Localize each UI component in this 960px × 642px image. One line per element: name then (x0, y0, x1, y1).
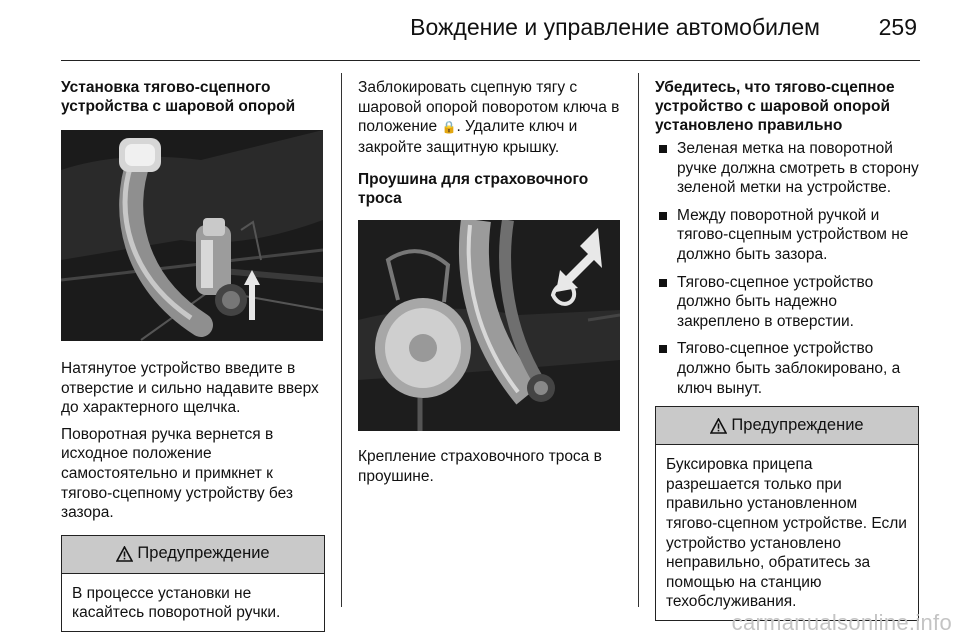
page-number: 259 (878, 14, 917, 40)
warning-text: В процессе установки не касайтесь поворотной ручки. (72, 584, 281, 622)
page-header-title: Вождение и управление автомобилем (410, 14, 820, 40)
list-item: Зеленая метка на поворотной ручке должна смотреть в сторону зеленой метки на устройстве. (655, 139, 923, 198)
list-item: Тягово-сцепное устройство должно быть надежно закреплено в отверстии. (655, 273, 923, 332)
column-divider (341, 73, 342, 607)
safety-cable-eye-illustration (358, 220, 620, 431)
paragraph: Поворотная ручка вернется в исходное положение самостоятельно и примкнет к тягово-сцепному устройству без зазора. (61, 425, 294, 522)
towbar-install-illustration (61, 130, 323, 341)
column-divider (638, 73, 639, 607)
header-rule (61, 60, 920, 61)
section-heading: Проушина для страховочного троса (358, 171, 589, 208)
warning-triangle-icon (710, 418, 727, 434)
warning-title: Предупреждение (731, 415, 864, 434)
paragraph-text: Заблокировать сцепную тягу с шаровой опорой поворотом ключа в положение (358, 79, 620, 136)
safety-cable-eye-figure (358, 220, 620, 431)
section-heading: Убедитесь, что тягово-сцепное устройство с шаровой опорой установлено правильно (655, 79, 895, 134)
paragraph: Крепление страховочного троса в проушине. (358, 448, 602, 485)
paragraph: Натянутое устройство введите в отверстие и сильно надавите вверх до характерного щелчка. (61, 360, 319, 417)
column-2 (358, 78, 622, 494)
paragraph (358, 78, 622, 157)
list-item: Тягово-сцепное устройство должно быть заблокировано, а ключ вынут. (655, 339, 923, 398)
list-item: Между поворотной ручкой и тягово-сцепным устройством не должно быть зазора. (655, 206, 923, 265)
paragraph-text: . Удалите ключ и закройте защитную крышку. (358, 118, 578, 156)
warning-box (655, 406, 919, 621)
section-heading: Установка тягово-сцепного устройства с шаровой опорой (61, 79, 296, 115)
warning-header (62, 536, 324, 574)
warning-triangle-icon (116, 546, 133, 562)
column-3 (655, 78, 923, 621)
warning-box (61, 535, 325, 632)
watermark: carmanualsonline.info (731, 610, 952, 635)
warning-text: Буксировка прицепа разрешается только при правильно установленном тягово-сцепном устройстве. Если устройство установлено неправильно, обратитесь за помощью на станцию техобслуживания. (666, 456, 907, 611)
lock-key-icon: 🔒 (441, 120, 457, 135)
warning-title: Предупреждение (137, 544, 270, 563)
warning-header (656, 407, 918, 445)
column-1 (61, 78, 325, 632)
towbar-install-figure (61, 130, 323, 341)
checklist (655, 139, 923, 398)
